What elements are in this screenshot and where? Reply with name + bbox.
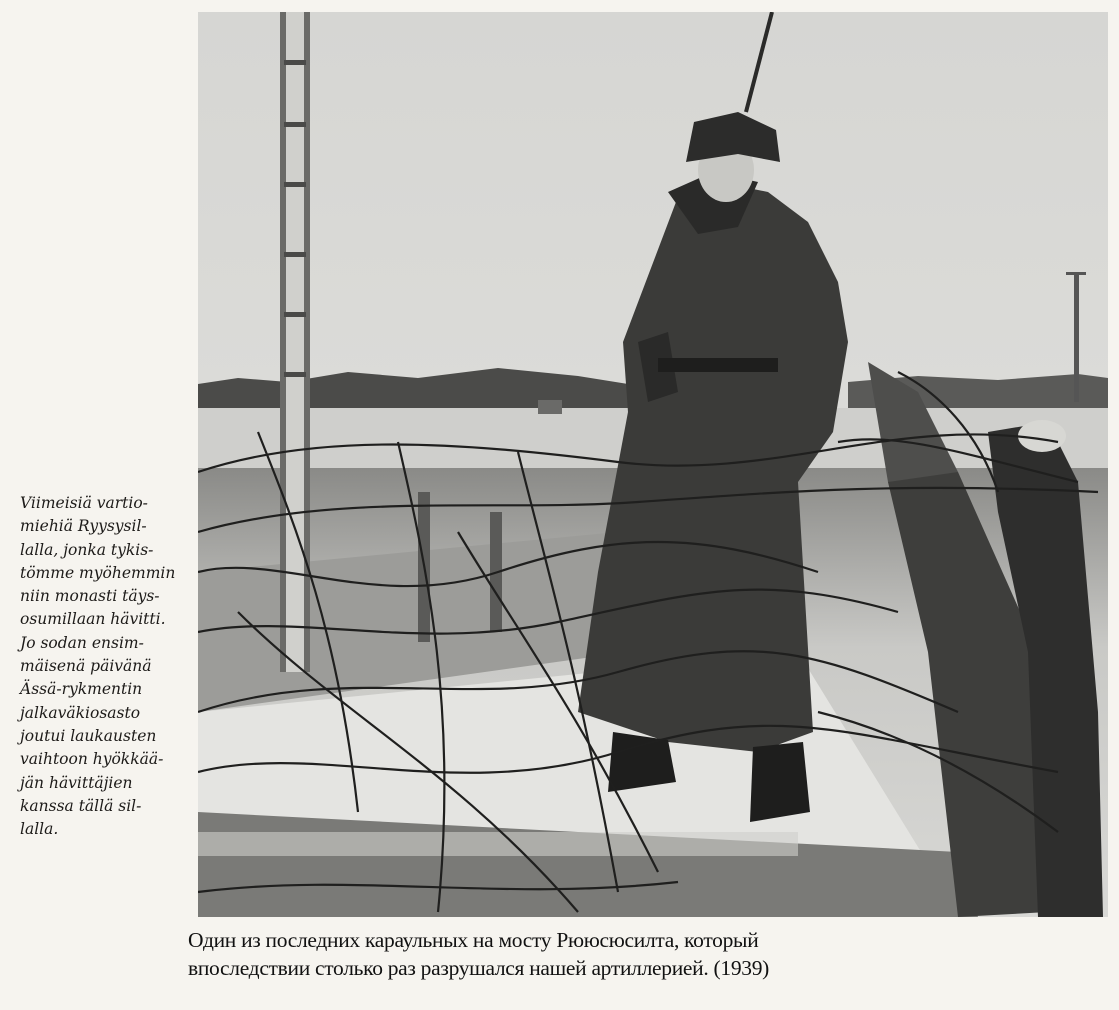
soldier-on-bridge-photo bbox=[198, 12, 1108, 917]
finnish-side-caption bbox=[20, 492, 180, 841]
russian-bottom-caption bbox=[188, 926, 988, 982]
caption-line: Один из последних караульных на мосту Рююсюсилта, который bbox=[188, 928, 759, 952]
caption-line: mäisenä päivänä bbox=[20, 657, 152, 676]
caption-line: Jo sodan ensim- bbox=[20, 633, 144, 652]
caption-line: Viimeisiä vartio- bbox=[20, 494, 148, 512]
caption-line: niin monasti täys- bbox=[20, 587, 160, 606]
caption-line: jän hävittäjien bbox=[20, 773, 133, 792]
caption-line: lalla. bbox=[20, 820, 59, 839]
caption-line: kanssa tällä sil- bbox=[20, 796, 142, 815]
caption-line: впоследствии столько раз разрушался нашей артиллерией. (1939) bbox=[188, 956, 770, 980]
caption-line: joutui laukausten bbox=[20, 726, 157, 745]
caption-line: vaihtoon hyökkää- bbox=[20, 750, 164, 769]
caption-line: Ässä-rykmentin bbox=[20, 680, 143, 699]
caption-line: lalla, jonka tykis- bbox=[20, 540, 154, 559]
caption-line: jalkaväkiosasto bbox=[20, 703, 141, 722]
caption-line: osumillaan hävitti. bbox=[20, 610, 166, 629]
photo-illustration bbox=[198, 12, 1108, 917]
caption-line: miehiä Ryysysil- bbox=[20, 517, 147, 536]
caption-line: tömme myöhemmin bbox=[20, 563, 176, 582]
